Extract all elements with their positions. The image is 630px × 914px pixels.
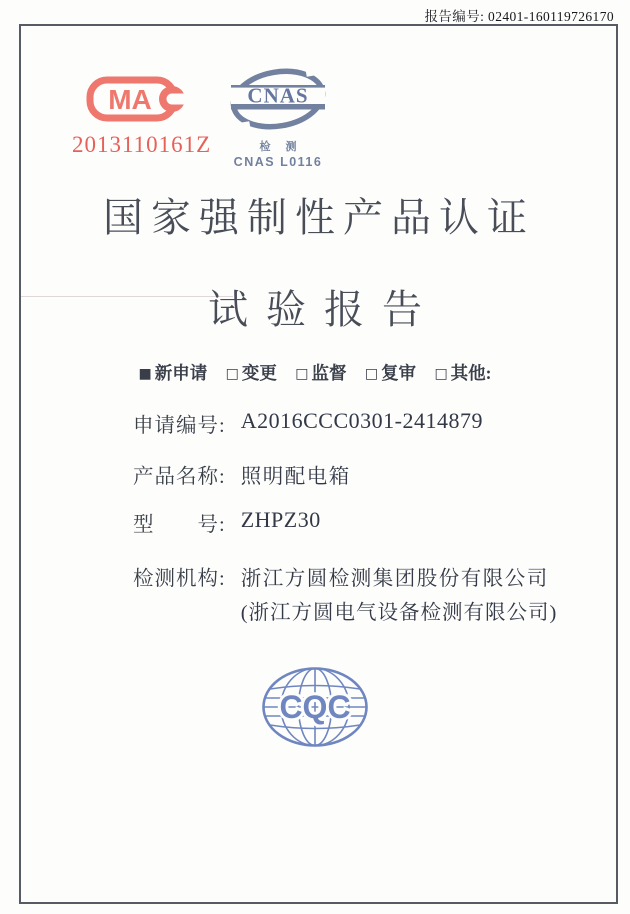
report-number-label: 报告编号:: [424, 9, 485, 24]
field-product-name: [133, 459, 351, 489]
model-value: ZHPZ30: [240, 507, 321, 532]
apply-type-supervision: [295, 360, 346, 385]
model-label: 型 号:: [133, 514, 226, 536]
test-agency-label: 检测机构:: [133, 568, 226, 590]
application-no-value: A2016CCC0301-2414879: [240, 408, 483, 433]
apply-type-new-label: 新申请: [154, 363, 208, 383]
field-test-agency: [133, 561, 557, 625]
cma-logo-block: [72, 74, 212, 158]
application-no-label: 申请编号:: [133, 415, 226, 437]
application-type-row: [0, 360, 630, 385]
apply-type-review-label: 复审: [381, 363, 417, 383]
product-name-value: 照明配电箱: [240, 466, 351, 488]
apply-type-other-label: 其他:: [450, 363, 492, 383]
checkbox-other: □: [434, 366, 448, 382]
checkbox-supervision: □: [295, 366, 309, 382]
test-agency-value: [241, 561, 558, 625]
cqc-logo-block: [260, 665, 370, 749]
cnas-logo-block: [222, 66, 334, 169]
apply-type-review: [365, 360, 416, 385]
cma-logo-letters: MA: [108, 84, 152, 115]
product-name-label: 产品名称:: [133, 466, 226, 488]
document-title-line2: 试验报告: [208, 287, 440, 332]
apply-type-supervision-label: 监督: [311, 363, 347, 383]
checkbox-review: □: [364, 366, 379, 382]
cqc-globe-icon: [260, 665, 370, 749]
checkbox-change: □: [225, 366, 239, 382]
document-title-line1: 国家强制性产品认证: [103, 195, 535, 240]
test-agency-line1: 浙江方圆检测集团股份有限公司: [240, 568, 549, 590]
cqc-logo-letters: CQC: [279, 689, 351, 725]
cnas-caption-cn: 检 测: [259, 141, 303, 153]
cnas-accreditation-code: CNAS L0116: [233, 155, 323, 169]
apply-type-new: [139, 360, 208, 385]
field-application-no: [133, 408, 483, 438]
checkbox-new-application-checked: ■: [138, 366, 152, 382]
cnas-logo-icon: [228, 66, 328, 132]
apply-type-change-label: 变更: [241, 363, 277, 383]
cnas-logo-letters: CNAS: [247, 83, 309, 108]
cma-logo-icon: [85, 74, 185, 124]
report-number-value: 02401-160119726170: [488, 9, 614, 24]
field-model: [133, 507, 321, 537]
apply-type-change: [226, 360, 277, 385]
test-agency-line2: (浙江方圆电气设备检测有限公司): [240, 602, 558, 624]
apply-type-other: [434, 360, 491, 385]
cma-accreditation-code: 2013110161Z: [72, 132, 212, 157]
report-number: [425, 5, 615, 25]
